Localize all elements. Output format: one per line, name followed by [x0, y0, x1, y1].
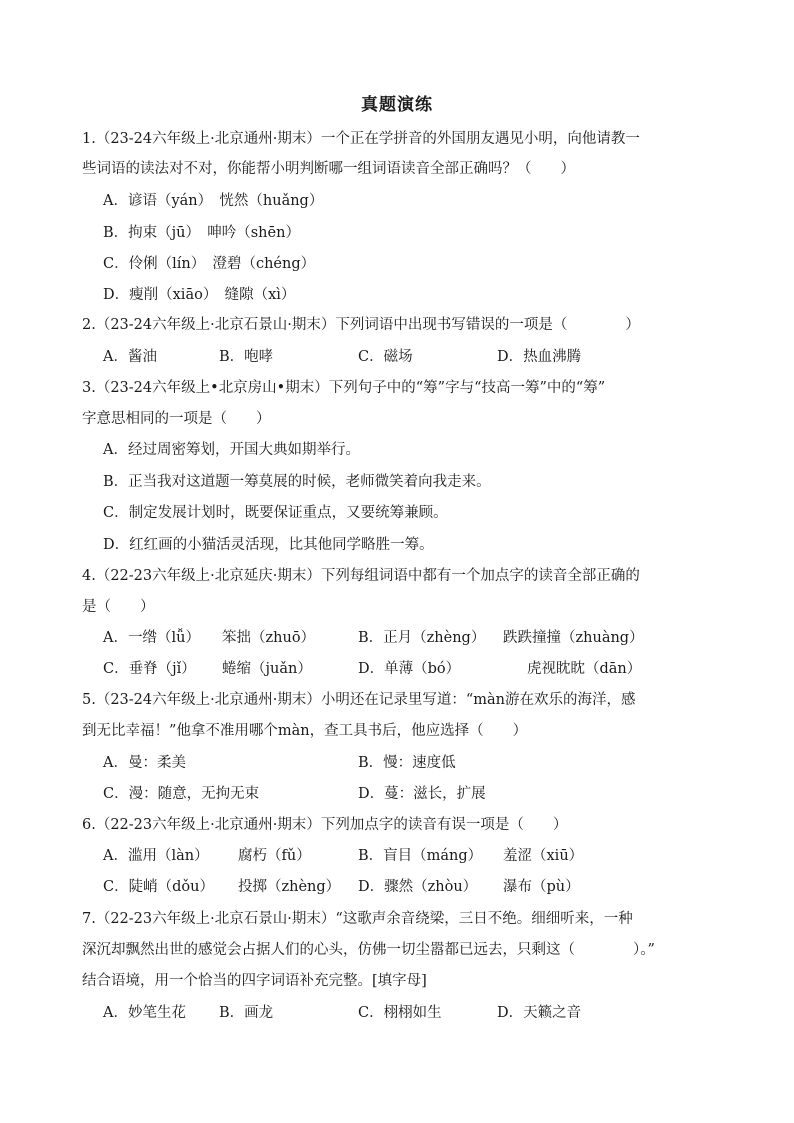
question-text: 4.（22-23六年级上·北京延庆·期末）下列每组词语中都有一个加点字的读音全部正确的	[82, 568, 640, 584]
option-c-word-2: 蜷缩（juǎn）	[222, 661, 312, 677]
option-d-word-2: 虎视眈眈（dān）	[527, 661, 642, 677]
question-text: 些词语的读法对不对，你能帮小明判断哪一组词语读音全部正确吗？（ ）	[82, 161, 575, 177]
question-text: 7.（22-23六年级上·北京石景山·期末）“这歌声余音绕梁，三日不绝。细细听来，一种	[82, 911, 633, 927]
option-d: D．蔓：滋长，扩展	[358, 786, 486, 802]
option-d: D．红红画的小猫活灵活现，比其他同学略胜一筹。	[103, 537, 434, 553]
option-c: C．伶俐（lín） 澄碧（chéng）	[103, 256, 316, 272]
option-d: D．瘦削（xiāo） 缝隙（xì）	[103, 287, 296, 303]
option-a-word-2: 笨拙（zhuō）	[222, 630, 316, 646]
option-a: A．酱油	[103, 349, 157, 365]
option-b: B．咆哮	[219, 349, 274, 365]
option-c-word-1: C．垂脊（jǐ）	[103, 661, 196, 677]
option-c: C．栩栩如生	[358, 1005, 442, 1021]
option-c: C．制定发展计划时，既要保证重点，又要统筹兼顾。	[103, 505, 448, 521]
option-c: C．磁场	[358, 349, 413, 365]
option-b: B．拘束（jū） 呻吟（shēn）	[103, 225, 300, 241]
option-b-word-2: 跌跌撞撞（zhuàng）	[503, 630, 644, 646]
question-text: 深沉却飘然出世的感觉会占据人们的心头，仿佛一切尘嚣都已远去，只剩这（ ）。”	[82, 942, 655, 958]
option-c-word-2: 投掷（zhèng）	[238, 879, 341, 895]
question-text: 5.（23-24六年级上·北京通州·期末）小明还在记录里写道：“màn游在欢乐的海洋，感	[82, 692, 636, 708]
question-text: 1.（23-24六年级上·北京通州·期末）一个正在学拼音的外国朋友遇见小明，向他请教一	[82, 131, 640, 147]
question-text: 字意思相同的一项是（ ）	[82, 411, 271, 427]
option-a: A．妙笔生花	[103, 1005, 186, 1021]
option-c-word-1: C．陡峭（dǒu）	[103, 879, 214, 895]
option-d-word-1: D．单薄（bó）	[358, 661, 461, 677]
option-a: A．曼：柔美	[103, 755, 186, 771]
option-b-word-2: 羞涩（xiū）	[503, 848, 584, 864]
option-c: C．漫：随意，无拘无束	[103, 786, 260, 802]
option-b: B．正当我对这道题一筹莫展的时候，老师微笑着向我走来。	[103, 474, 491, 490]
option-b-word-1: B．正月（zhèng）	[358, 630, 486, 646]
option-b-word-1: B．盲目（máng）	[358, 848, 483, 864]
option-d: D．天籁之音	[497, 1005, 582, 1021]
question-text: 6.（22-23六年级上·北京通州·期末）下列加点字的读音有误一项是（ ）	[82, 817, 568, 833]
question-text: 2.（23-24六年级上·北京石景山·期末）下列词语中出现书写错误的一项是（ ）	[82, 317, 640, 333]
option-a: A．谚语（yán） 恍然（huǎng）	[103, 193, 324, 209]
option-d-word-1: D．骤然（zhòu）	[358, 879, 478, 895]
option-a-word-2: 腐朽（fǔ）	[238, 848, 311, 864]
option-b: B．慢：速度低	[358, 755, 456, 771]
option-b: B．画龙	[219, 1005, 274, 1021]
option-a-word-1: A．一绺（lǚ）	[103, 630, 200, 646]
question-text: 是（ ）	[82, 599, 155, 615]
question-text: 结合语境，用一个恰当的四字词语补充完整。[填字母]	[82, 973, 427, 989]
option-d: D．热血沸腾	[497, 349, 582, 365]
question-text: 3.（23-24六年级上•北京房山•期末）下列句子中的“筹”字与“技高一筹”中的“筹”	[82, 380, 606, 396]
question-text: 到无比幸福！”他拿不准用哪个màn，查工具书后，他应选择（ ）	[82, 723, 528, 739]
option-d-word-2: 瀑布（pù）	[503, 879, 580, 895]
option-a-word-1: A．滥用（làn）	[103, 848, 209, 864]
page-title: 真题演练	[361, 95, 433, 115]
option-a: A．经过周密筹划，开国大典如期举行。	[103, 442, 360, 458]
